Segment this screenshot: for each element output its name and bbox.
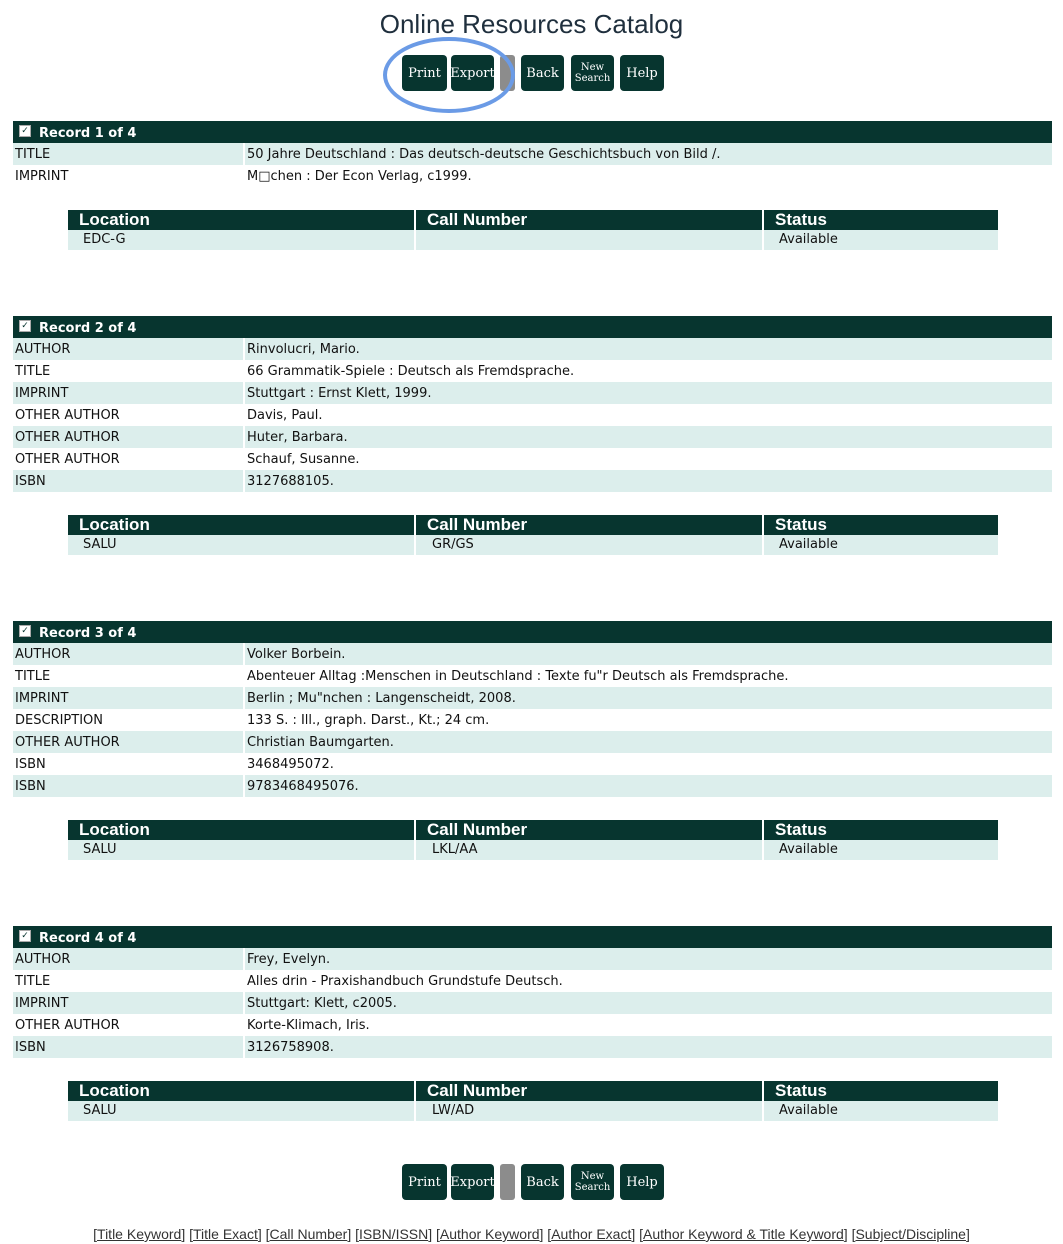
field-value: Huter, Barbara.	[247, 430, 348, 445]
field-label: OTHER AUTHOR	[15, 452, 120, 467]
status-cell: Available	[764, 230, 998, 250]
status-cell: Available	[764, 840, 998, 860]
field-value: Stuttgart : Ernst Klett, 1999.	[247, 386, 432, 401]
field-value: Rinvolucri, Mario.	[247, 342, 360, 357]
holdings-header	[68, 210, 998, 230]
field-value: Davis, Paul.	[247, 408, 323, 423]
call-number-header: Call Number	[416, 210, 762, 230]
field-value: Alles drin - Praxishandbuch Grundstufe Deutsch.	[247, 974, 563, 989]
field-label: ISBN	[15, 757, 46, 772]
location-header: Location	[68, 1081, 414, 1101]
field-row	[13, 143, 1052, 165]
field-row	[13, 165, 1052, 187]
field-row	[13, 992, 1052, 1014]
status-cell: Available	[764, 1101, 998, 1121]
back-button[interactable]: Back	[521, 1164, 564, 1200]
new-search-line2: Search	[574, 1182, 611, 1193]
author-title-keyword-link[interactable]: Author Keyword & Title Keyword	[643, 1226, 844, 1242]
new-search-line2: Search	[574, 73, 611, 84]
help-button[interactable]: Help	[620, 55, 664, 91]
toolbar-divider	[500, 55, 515, 91]
field-row	[13, 709, 1052, 731]
field-row	[13, 948, 1052, 970]
field-row	[13, 338, 1052, 360]
field-row	[13, 360, 1052, 382]
location-header: Location	[68, 515, 414, 535]
field-value: Volker Borbein.	[247, 647, 346, 662]
field-label: ISBN	[15, 474, 46, 489]
record-title: Record 2 of 4	[39, 321, 137, 336]
record-3	[13, 621, 1052, 797]
new-search-button[interactable]	[571, 1164, 614, 1200]
location-header: Location	[68, 210, 414, 230]
holdings-header	[68, 515, 998, 535]
field-label: AUTHOR	[15, 647, 71, 662]
new-search-line1: New	[580, 1171, 605, 1182]
call-number-header: Call Number	[416, 1081, 762, 1101]
new-search-line1: New	[580, 62, 605, 73]
status-cell: Available	[764, 535, 998, 555]
call-number-header: Call Number	[416, 515, 762, 535]
field-label: IMPRINT	[15, 691, 69, 706]
field-row	[13, 731, 1052, 753]
field-row	[13, 448, 1052, 470]
record-4	[13, 926, 1052, 1058]
select-checkbox[interactable]: ✓	[19, 125, 31, 137]
field-value: 66 Grammatik-Spiele : Deutsch als Fremdsprache.	[247, 364, 575, 379]
field-label: TITLE	[15, 669, 51, 684]
record-header	[13, 926, 1052, 948]
location-cell: SALU	[68, 535, 414, 555]
field-value: Stuttgart: Klett, c2005.	[247, 996, 397, 1011]
field-label: IMPRINT	[15, 169, 69, 184]
field-value: 3126758908.	[247, 1040, 334, 1055]
call-number-link[interactable]: Call Number	[269, 1226, 348, 1242]
location-cell: SALU	[68, 1101, 414, 1121]
status-header: Status	[764, 515, 998, 535]
field-label: AUTHOR	[15, 952, 71, 967]
status-header: Status	[764, 210, 998, 230]
field-value: 3468495072.	[247, 757, 334, 772]
field-value: 50 Jahre Deutschland : Das deutsch-deutsche Geschichtsbuch von Bild /.	[247, 147, 721, 162]
field-value: 133 S. : Ill., graph. Darst., Kt.; 24 cm.	[247, 713, 490, 728]
record-header	[13, 316, 1052, 338]
status-header: Status	[764, 820, 998, 840]
call-number-cell	[416, 230, 762, 250]
field-row	[13, 470, 1052, 492]
holdings-row	[68, 535, 998, 555]
field-label: DESCRIPTION	[15, 713, 103, 728]
field-row	[13, 1014, 1052, 1036]
field-value: Abenteuer Alltag :Menschen in Deutschland : Texte fu"r Deutsch als Fremdsprache.	[247, 669, 789, 684]
field-value: Schauf, Susanne.	[247, 452, 360, 467]
holdings-table-1	[68, 210, 998, 250]
field-row	[13, 687, 1052, 709]
field-label: OTHER AUTHOR	[15, 1018, 120, 1033]
select-checkbox[interactable]: ✓	[19, 625, 31, 637]
field-label: TITLE	[15, 364, 51, 379]
location-cell: EDC-G	[68, 230, 414, 250]
title-exact-link[interactable]: Title Exact	[193, 1226, 258, 1242]
help-button[interactable]: Help	[620, 1164, 664, 1200]
isbn-issn-link[interactable]: ISBN/ISSN	[359, 1226, 429, 1242]
search-links: [Title Keyword] [Title Exact] [Call Number] [ISBN/ISSN] [Author Keyword] [Author Exact] [Author Keyword & Title Keyword] [Subject/Discipline]	[93, 1226, 970, 1242]
author-keyword-link[interactable]: Author Keyword	[439, 1226, 540, 1242]
field-label: IMPRINT	[15, 386, 69, 401]
holdings-table-2	[68, 515, 998, 555]
call-number-cell: GR/GS	[416, 535, 762, 555]
record-title: Record 1 of 4	[39, 126, 137, 141]
print-button[interactable]: Print	[402, 55, 447, 91]
print-button[interactable]: Print	[402, 1164, 447, 1200]
location-cell: SALU	[68, 840, 414, 860]
page-title: Online Resources Catalog	[379, 9, 684, 39]
field-value: Christian Baumgarten.	[247, 735, 394, 750]
record-2	[13, 316, 1052, 492]
holdings-table-4	[68, 1081, 998, 1121]
new-search-button[interactable]	[571, 55, 614, 91]
field-row	[13, 1036, 1052, 1058]
record-1	[13, 121, 1052, 187]
export-button[interactable]: Export	[451, 55, 494, 91]
field-label: AUTHOR	[15, 342, 71, 357]
holdings-row	[68, 1101, 998, 1121]
call-number-header: Call Number	[416, 820, 762, 840]
field-row	[13, 665, 1052, 687]
field-label: OTHER AUTHOR	[15, 408, 120, 423]
field-row	[13, 775, 1052, 797]
subject-discipline-link[interactable]: Subject/Discipline	[855, 1226, 966, 1242]
back-button[interactable]: Back	[521, 55, 564, 91]
call-number-cell: LW/AD	[416, 1101, 762, 1121]
field-value: Berlin ; Mu"nchen : Langenscheidt, 2008.	[247, 691, 516, 706]
field-label: TITLE	[15, 974, 51, 989]
field-row	[13, 643, 1052, 665]
bottom-toolbar	[0, 1164, 1063, 1200]
holdings-row	[68, 230, 998, 250]
field-row	[13, 970, 1052, 992]
field-row	[13, 426, 1052, 448]
select-checkbox[interactable]: ✓	[19, 320, 31, 332]
top-toolbar	[0, 55, 1063, 91]
toolbar-divider	[500, 1164, 515, 1200]
field-value: Korte-Klimach, Iris.	[247, 1018, 370, 1033]
holdings-table-3	[68, 820, 998, 860]
status-header: Status	[764, 1081, 998, 1101]
field-value: 9783468495076.	[247, 779, 359, 794]
field-label: ISBN	[15, 1040, 46, 1055]
field-row	[13, 382, 1052, 404]
holdings-header	[68, 1081, 998, 1101]
record-title: Record 3 of 4	[39, 626, 137, 641]
record-header	[13, 621, 1052, 643]
record-title: Record 4 of 4	[39, 931, 137, 946]
field-row	[13, 753, 1052, 775]
field-label: IMPRINT	[15, 996, 69, 1011]
title-keyword-link[interactable]: Title Keyword	[97, 1226, 182, 1242]
field-value: Frey, Evelyn.	[247, 952, 331, 967]
field-value: 3127688105.	[247, 474, 334, 489]
field-label: TITLE	[15, 147, 51, 162]
field-value: M□chen : Der Econ Verlag, c1999.	[247, 169, 472, 184]
holdings-row	[68, 840, 998, 860]
author-exact-link[interactable]: Author Exact	[551, 1226, 632, 1242]
export-button[interactable]: Export	[451, 1164, 494, 1200]
record-header	[13, 121, 1052, 143]
call-number-cell: LKL/AA	[416, 840, 762, 860]
field-label: ISBN	[15, 779, 46, 794]
field-row	[13, 404, 1052, 426]
select-checkbox[interactable]: ✓	[19, 930, 31, 942]
field-label: OTHER AUTHOR	[15, 430, 120, 445]
holdings-header	[68, 820, 998, 840]
location-header: Location	[68, 820, 414, 840]
field-label: OTHER AUTHOR	[15, 735, 120, 750]
